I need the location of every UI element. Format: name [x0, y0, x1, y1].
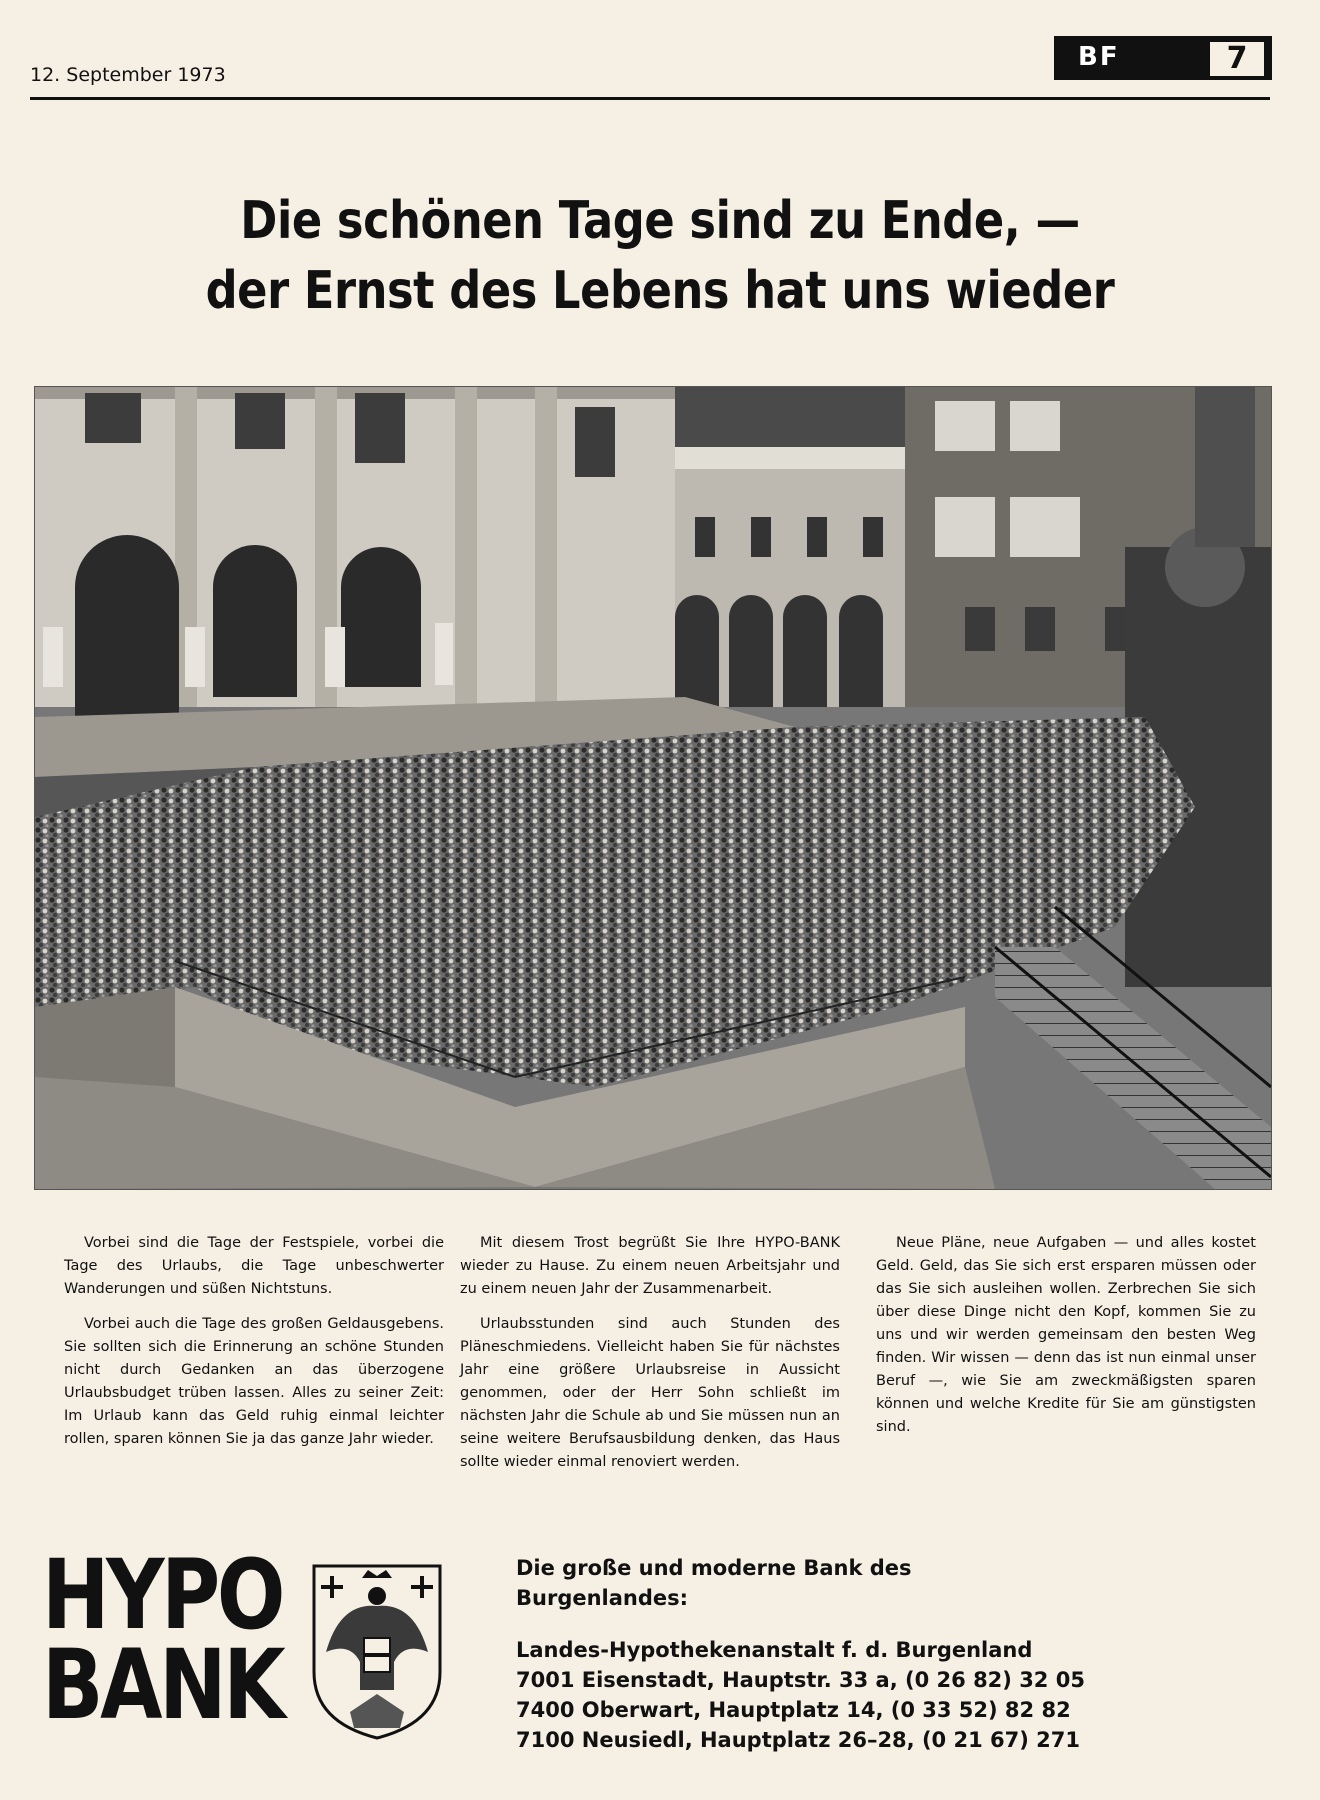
bank-tagline: Die große und moderne Bank des Burgenlandes: [516, 1556, 912, 1610]
festival-photo [34, 386, 1272, 1190]
col2-paragraph-1: Mit diesem Trost begrüßt Sie Ihre HYPO-BANK wieder zu Hause. Zu einem neuen Arbeitsjahr und zu einem neuen Jahr der Zusammenarbeit. [460, 1235, 840, 1297]
col1-paragraph-2: Vorbei auch die Tage des großen Geldausgebens. Sie sollten sich die Erinnerung an schöne Stunden nicht durch Gedanken an das überzogene Urlaubsbudget trüben lassen. Alles zu seiner Zeit: Im Urlaub kann das Geld ruhig einmal leichter rollen, sparen können Sie ja das ganze Jahr wieder. [64, 1316, 444, 1447]
eagle-crest-icon [310, 1562, 444, 1742]
section-badge [1054, 36, 1272, 80]
col2-paragraph-2: Urlaubsstunden sind auch Stunden des Pläneschmiedens. Vielleicht haben Sie für nächstes Jahr eine größere Urlaubsreise in Aussicht genommen, oder der Herr Sohn schließt im nächsten Jahr die Schule ab und Sie müssen nun an seine weitere Berufsausbildung denken, das Haus sollte wieder einmal renoviert werden. [460, 1316, 840, 1470]
festival-photo-illustration [35, 387, 1271, 1189]
branch-eisenstadt: 7001 Eisenstadt, Hauptstr. 33 a, (0 26 82) 32 05 [516, 1668, 1085, 1692]
branch-neusiedl: 7100 Neusiedl, Hauptplatz 26–28, (0 21 67) 271 [516, 1728, 1080, 1752]
text-column-2 [460, 1232, 840, 1486]
header-rule [30, 97, 1270, 100]
burgenland-crest [310, 1562, 444, 1742]
text-column-1 [64, 1232, 444, 1463]
bank-name: Landes-Hypothekenanstalt f. d. Burgenland [516, 1638, 1033, 1662]
logo-line-2: BANK [42, 1629, 283, 1741]
branch-oberwart: 7400 Oberwart, Hauptplatz 14, (0 33 52) 82 82 [516, 1698, 1071, 1722]
section-code: BF [1078, 42, 1120, 72]
headline [144, 186, 1176, 326]
issue-date: 12. September 1973 [30, 64, 226, 86]
page-number: 7 [1208, 40, 1266, 78]
hypo-bank-logo [42, 1539, 283, 1741]
logo-line-1: HYPO [42, 1539, 283, 1651]
col3-paragraph-1: Neue Pläne, neue Aufgaben — und alles kostet Geld. Geld, das Sie sich erst ersparen müssen oder das Sie sich ausleihen wollen. Zerbrechen Sie sich über diese Dinge nicht den Kopf, kommen Sie zu uns und wir werden gemeinsam den besten Weg finden. Wir wissen — denn das ist nun einmal unser Beruf —, wie Sie am zweckmäßigsten sparen können und welche Kredite für Sie am günstigsten sind. [876, 1235, 1256, 1435]
text-column-3 [876, 1232, 1256, 1451]
headline-line-1: Die schönen Tage sind zu Ende, — [240, 191, 1080, 251]
col1-paragraph-1: Vorbei sind die Tage der Festspiele, vorbei die Tage des Urlaubs, die Tage unbeschwerter Wanderungen und süßen Nichtstuns. [64, 1235, 444, 1297]
headline-line-2: der Ernst des Lebens hat uns wieder [205, 261, 1115, 321]
bank-contact-info [516, 1553, 1085, 1755]
